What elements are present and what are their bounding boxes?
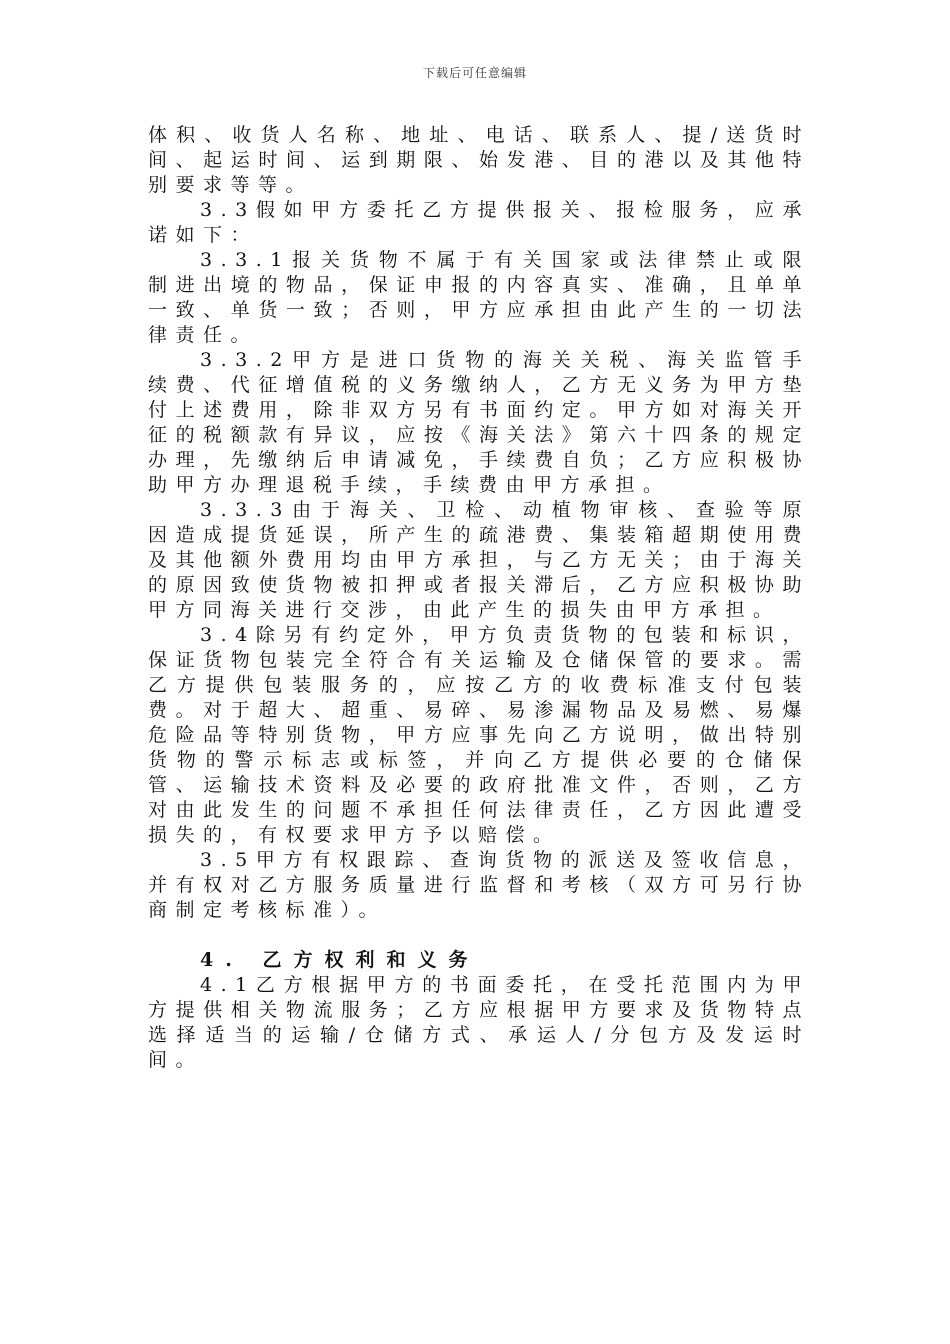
paragraph-4-1: 4.1乙方根据甲方的书面委托，在受托范围内为甲方提供相关物流服务；乙方应根据甲方要求及货物特点选择适当的运输/仓储方式、承运人/分包方及发运时间。 bbox=[148, 974, 810, 1071]
page-header: 下载后可任意编辑 bbox=[422, 66, 527, 80]
paragraph-3-3-2: 3.3.2甲方是进口货物的海关关税、海关监管手续费、代征增值税的义务缴纳人，乙方无义务为甲方垫付上述费用，除非双方另有书面约定。甲方如对海关开征的税额款有异议，应按《海关法》第六十四条的规定办理，先缴纳后申请减免，手续费自负；乙方应积极协助甲方办理退税手续，手续费由甲方承担。 bbox=[148, 349, 810, 496]
paragraph-3-3-3: 3.3.3由于海关、卫检、动植物审核、查验等原因造成提货延误，所产生的疏港费、集装箱超期使用费及其他额外费用均由甲方承担，与乙方无关；由于海关的原因致使货物被扣押或者报关滞后，乙方应积极协助甲方同海关进行交涉，由此产生的损失由甲方承担。 bbox=[148, 499, 810, 621]
paragraph-3-3-1: 3.3.1报关货物不属于有关国家或法律禁止或限制进出境的物品，保证申报的内容真实、准确，且单单一致、单货一致；否则，甲方应承担由此产生的一切法律责任。 bbox=[148, 249, 810, 346]
paragraph-3-4: 3.4除另有约定外，甲方负责货物的包装和标识，保证货物包装完全符合有关运输及仓储保管的要求。需乙方提供包装服务的，应按乙方的收费标准支付包装费。对于超大、超重、易碎、易渗漏物品及易燃、易爆危险品等特别货物，甲方应事先向乙方说明，做出特别货物的警示标志或标签，并向乙方提供必要的仓储保管、运输技术资料及必要的政府批准文件，否则，乙方对由此发生的问题不承担任何法律责任，乙方因此遭受损失的，有权要求甲方予以赔偿。 bbox=[148, 624, 810, 846]
document-body bbox=[148, 123, 810, 1073]
paragraph-3-3: 3.3假如甲方委托乙方提供报关、报检服务，应承诺如下： bbox=[148, 199, 810, 246]
section-4-title: 4. 乙方权利和义务 bbox=[200, 949, 480, 971]
section-spacer bbox=[148, 923, 810, 948]
paragraph-3-5: 3.5甲方有权跟踪、查询货物的派送及签收信息，并有权对乙方服务质量进行监督和考核（双方可另行协商制定考核标准）。 bbox=[148, 849, 810, 921]
paragraph-3-2-continued: 体积、收货人名称、地址、电话、联系人、提/送货时间、起运时间、运到期限、始发港、目的港以及其他特别要求等等。 bbox=[148, 124, 810, 196]
